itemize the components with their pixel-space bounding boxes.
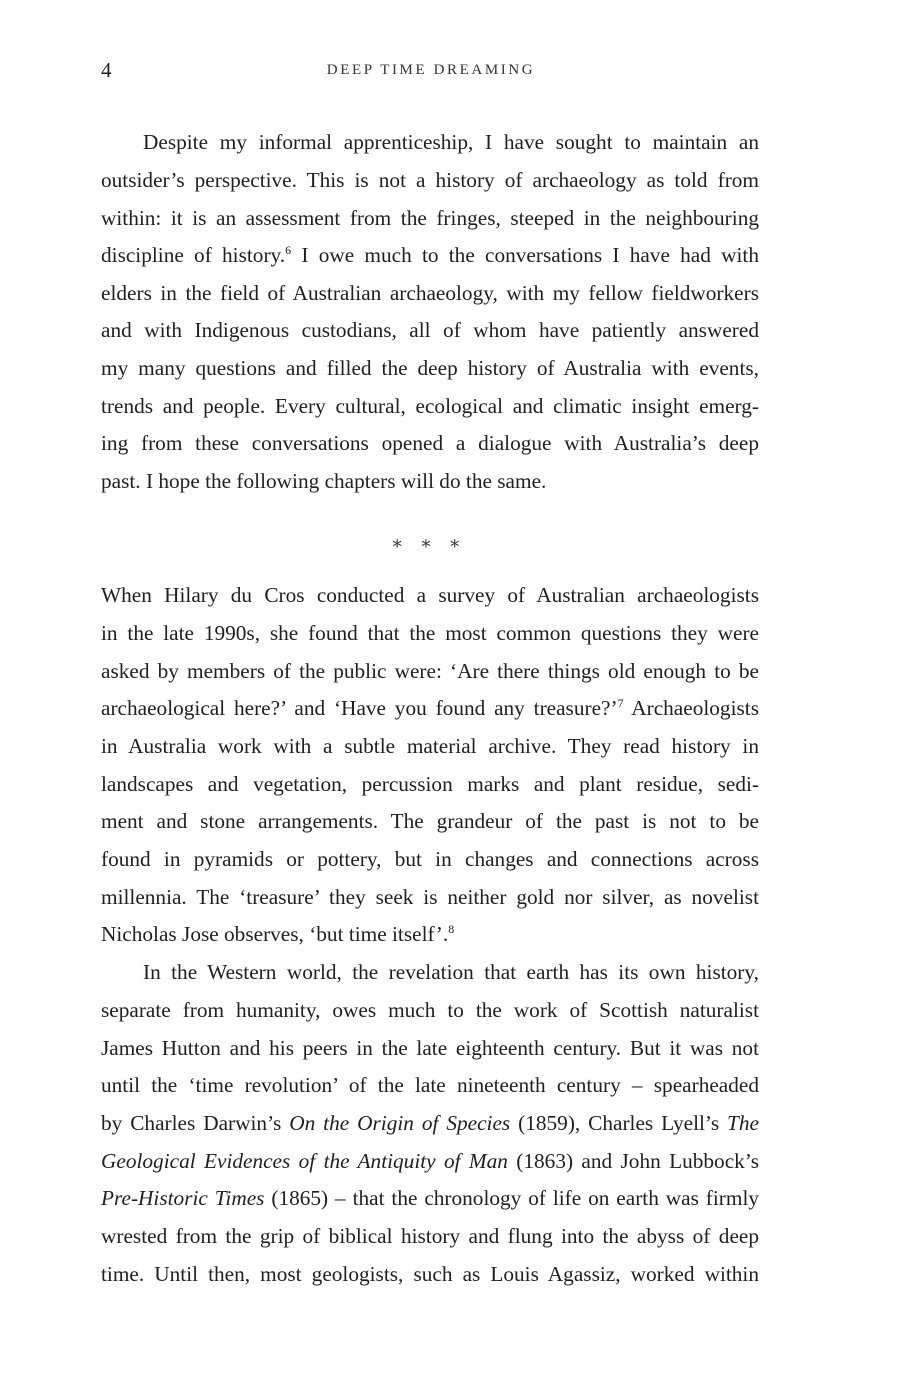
text-line: my many questions and filled the deep history of Australia with events, bbox=[101, 356, 759, 380]
text-line: by Charles Darwin’s On the Origin of Species (1859), Charles Lyell’s The bbox=[101, 1111, 759, 1135]
text-line: trends and people. Every cultural, ecological and climatic insight emerg- bbox=[101, 394, 759, 418]
text-line: millennia. The ‘treasure’ they seek is neither gold nor silver, as novelist bbox=[101, 885, 759, 909]
text-line: within: it is an assessment from the fringes, steeped in the neighbouring bbox=[101, 206, 759, 230]
text-line: past. I hope the following chapters will do the same. bbox=[101, 469, 547, 493]
running-title: DEEP TIME DREAMING bbox=[326, 62, 536, 78]
text-line: wrested from the grip of biblical history and flung into the abyss of deep bbox=[101, 1224, 759, 1248]
text-line: landscapes and vegetation, percussion marks and plant residue, sedi- bbox=[101, 772, 759, 796]
text-line: time. Until then, most geologists, such as Louis Agassiz, worked within bbox=[101, 1262, 759, 1286]
text-line: ing from these conversations opened a dialogue with Australia’s deep bbox=[101, 431, 759, 455]
book-title-italic: On the Origin of Species bbox=[289, 1111, 511, 1135]
text-line: James Hutton and his peers in the late eighteenth century. But it was not bbox=[101, 1036, 759, 1060]
book-title-italic: Geological Evidences of the Antiquity of Man bbox=[101, 1149, 508, 1173]
text-line: When Hilary du Cros conducted a survey of Australian archaeologists bbox=[101, 583, 759, 607]
text-line: archaeological here?’ and ‘Have you found any treasure?’$^7$ Archaeologists bbox=[101, 696, 759, 720]
text-line: until the ‘time revolution’ of the late nineteenth century – spearheaded bbox=[101, 1073, 759, 1097]
text-line: in the late 1990s, she found that the most common questions they were bbox=[101, 621, 759, 645]
text-line: Pre-Historic Times (1865) – that the chronology of life on earth was firmly bbox=[101, 1186, 760, 1210]
text-line: Despite my informal apprenticeship, I have sought to maintain an bbox=[143, 130, 759, 154]
book-title-italic: The bbox=[727, 1111, 759, 1135]
footnote-reference[interactable]: 8 bbox=[448, 922, 455, 936]
text-line: elders in the field of Australian archaeology, with my fellow fieldworkers bbox=[101, 281, 759, 305]
text-line: ment and stone arrangements. The grandeur of the past is not to be bbox=[101, 809, 759, 833]
text-line: outsider’s perspective. This is not a history of archaeology as told from bbox=[101, 168, 759, 192]
footnote-reference[interactable]: 6 bbox=[285, 243, 292, 257]
section-break-ornament: ∗ ∗ ∗ bbox=[391, 533, 467, 553]
page-number: 4 bbox=[101, 58, 112, 82]
footnote-reference[interactable]: 7 bbox=[617, 696, 624, 710]
text-line: separate from humanity, owes much to the work of Scottish naturalist bbox=[101, 998, 759, 1022]
running-header bbox=[101, 58, 761, 82]
text-line: asked by members of the public were: ‘Are there things old enough to be bbox=[101, 659, 759, 683]
text-line: Geological Evidences of the Antiquity of Man (1863) and John Lubbock’s bbox=[101, 1149, 760, 1173]
book-title-italic: Pre-Historic Times bbox=[101, 1186, 265, 1210]
text-line: In the Western world, the revelation that earth has its own history, bbox=[143, 960, 759, 984]
text-line: Nicholas Jose observes, ‘but time itself’.$^8$ bbox=[101, 922, 455, 946]
text-line: in Australia work with a subtle material archive. They read history in bbox=[101, 734, 759, 758]
text-line: discipline of history.$^6$ I owe much to the conversations I have had with bbox=[101, 243, 759, 267]
text-line: and with Indigenous custodians, all of whom have patiently answered bbox=[101, 318, 759, 342]
text-line: found in pyramids or pottery, but in changes and connections across bbox=[101, 847, 759, 871]
